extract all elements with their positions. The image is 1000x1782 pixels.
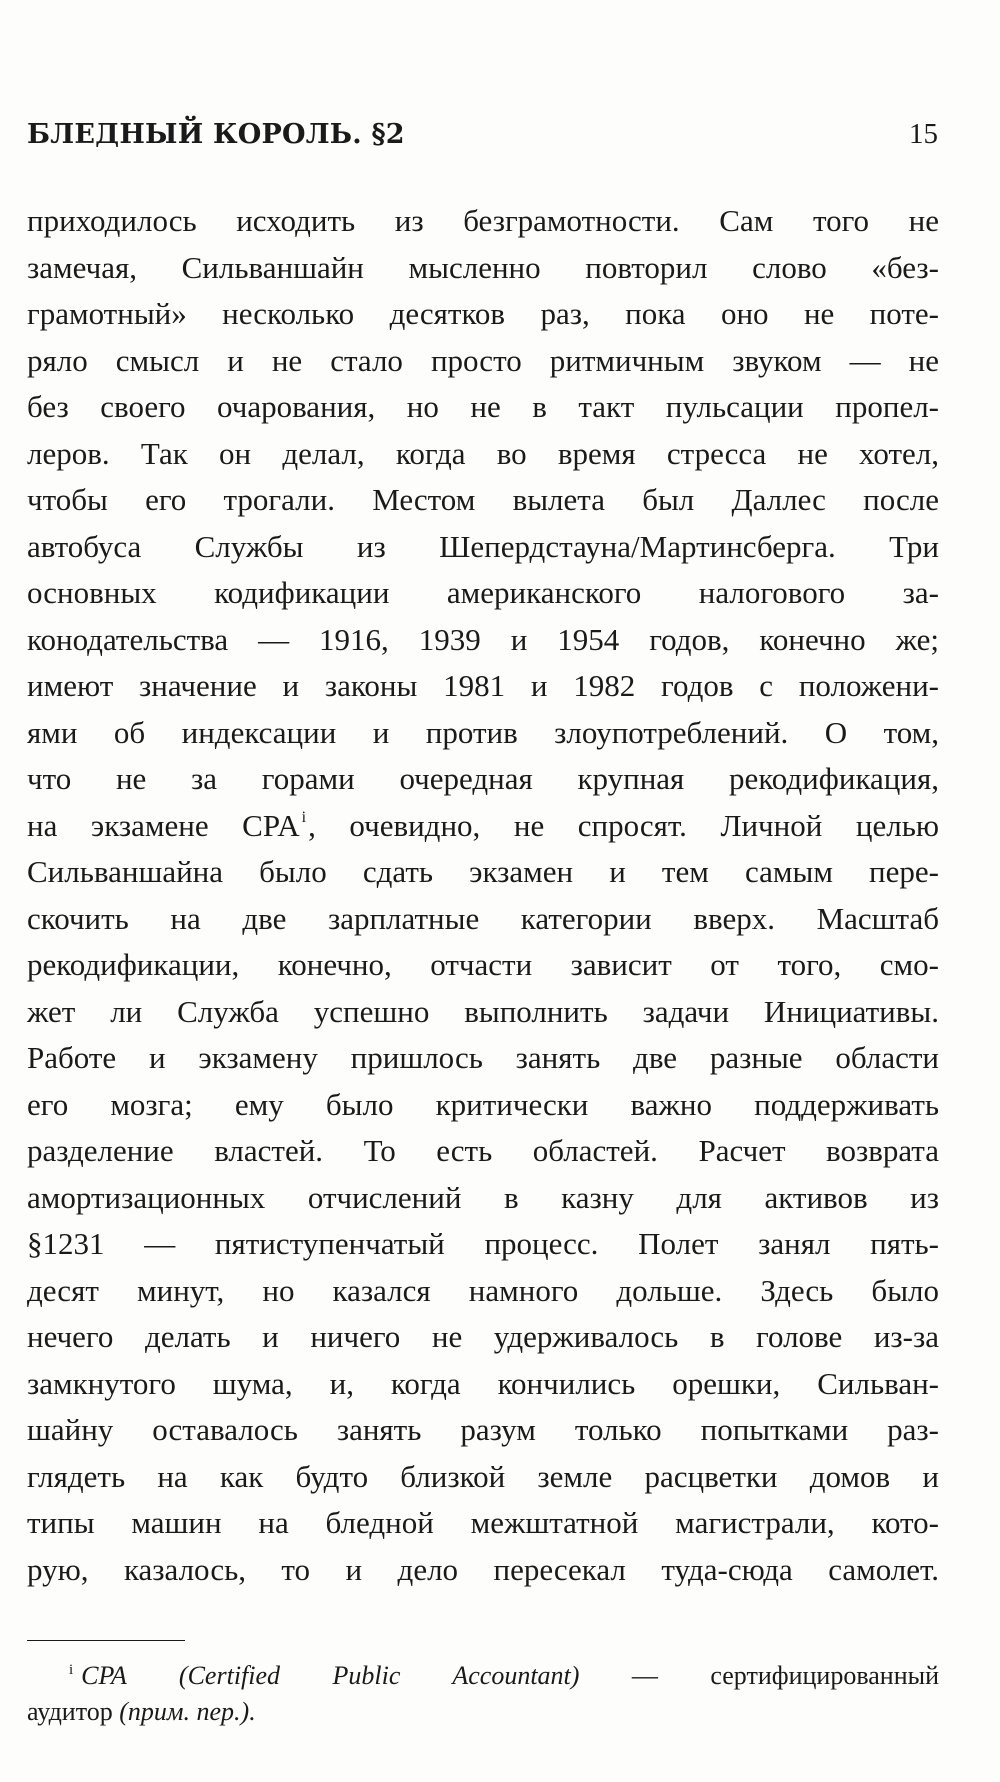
footnote-text: — сертифицированный <box>579 1661 940 1690</box>
text-line: §1231 — пятиступенчатый процесс. Полет занял пять- <box>27 1226 939 1261</box>
page-number: 15 <box>909 118 938 150</box>
text-line: нечего делать и ничего не удерживалось в голове из-за <box>27 1319 939 1354</box>
running-head <box>27 118 938 158</box>
text-line: замечая, Сильваншайн мысленно повторил слово «без- <box>27 249 939 285</box>
text-line: десят минут, но казался намного дольше. Здесь было <box>27 1272 939 1308</box>
text-line: имеют значение и законы 1981 и 1982 годов с положени- <box>27 668 939 703</box>
text-segment: , очевидно, не спросят. Личной целью <box>308 807 940 843</box>
text-line: типы машин на бледной межштатной магистрали, кото- <box>27 1505 939 1540</box>
text-line: разделение властей. То есть областей. Расчет возврата <box>27 1133 939 1168</box>
text-line: конодательства — 1916, 1939 и 1954 годов, конечно же; <box>27 621 939 657</box>
text-line: что не за горами очередная крупная рекодификация, <box>27 761 939 796</box>
text-line: ями об индексации и против злоупотреблений. О том, <box>27 714 939 750</box>
text-line: леров. Так он делал, когда во время стресса не хотел, <box>27 435 939 471</box>
text-line: без своего очарования, но не в такт пульсации пропел- <box>27 389 939 424</box>
footnote-term: CPA (Certified Public Accountant) <box>81 1661 580 1690</box>
text-line: приходилось исходить из безграмотности. Сам того не <box>27 203 939 238</box>
footnote-divider <box>27 1640 185 1641</box>
text-line: скочить на две зарплатные категории вверх. Масштаб <box>27 900 939 936</box>
running-title: БЛЕДНЫЙ КОРОЛЬ. §2 <box>27 119 405 150</box>
text-line: амортизационных отчислений в казну для активов из <box>27 1179 939 1215</box>
footnote-translator-note: (прим. пер.). <box>119 1697 256 1726</box>
footnote <box>27 1652 939 1730</box>
text-line: основных кодификации американского налогового за- <box>27 575 939 610</box>
text-line: глядеть на как будто близкой земле расцветки домов и <box>27 1458 939 1494</box>
text-line: чтобы его трогали. Местом вылета был Даллес после <box>27 482 939 517</box>
text-line: замкнутого шума, и, когда кончились орешки, Сильван- <box>27 1365 939 1401</box>
text-line: грамотный» несколько десятков раз, пока оно не поте- <box>27 296 939 331</box>
text-line: рекодификации, конечно, отчасти зависит от того, смо- <box>27 947 939 982</box>
text-line: автобуса Службы из Шепердстауна/Мартинсберга. Три <box>27 528 939 564</box>
text-segment: на экзамене CPA <box>27 807 300 843</box>
text-line: ряло смысл и не стало просто ритмичным звуком — не <box>27 342 939 378</box>
text-line: Работе и экзамену пришлось занять две разные области <box>27 1040 939 1075</box>
text-line-with-footnote-ref <box>27 803 939 850</box>
text-line: рую, казалось, то и дело пересекал туда-сюда самолет. <box>27 1551 939 1587</box>
text-line: его мозга; ему было критически важно поддерживать <box>27 1086 939 1122</box>
text-line: Сильваншайна было сдать экзамен и тем самым пере- <box>27 854 939 889</box>
body-text <box>27 198 939 1593</box>
text-line: жет ли Служба успешно выполнить задачи Инициативы. <box>27 993 939 1029</box>
footnote-line <box>27 1694 939 1730</box>
footnote-marker: i <box>69 1662 74 1678</box>
footnote-text: аудитор <box>27 1697 120 1726</box>
footnote-reference[interactable]: i <box>301 808 307 826</box>
footnote-line <box>27 1652 939 1694</box>
text-line: шайну оставалось занять разум только попытками раз- <box>27 1412 939 1447</box>
